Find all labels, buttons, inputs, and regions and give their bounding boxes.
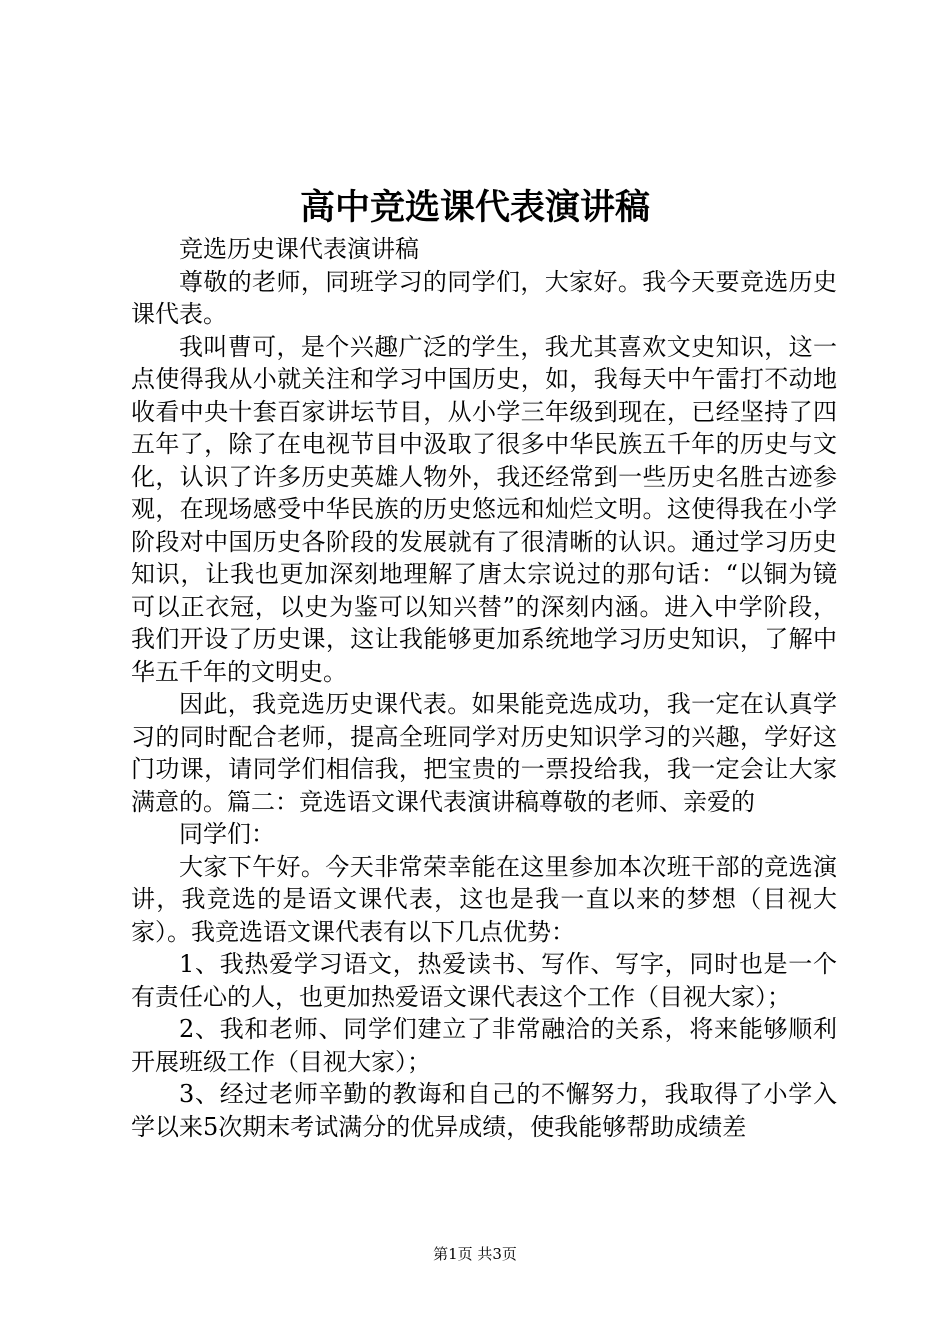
paragraph: 尊敬的老师，同班学习的同学们，大家好。我今天要竞选历史课代表。 [131, 267, 837, 328]
paragraph: 因此，我竞选历史课代表。如果能竞选成功，我一定在认真学习的同时配合老师，提高全班同学对历史知识学习的兴趣，学好这门功课，请同学们相信我，把宝贵的一票投给我，我一定会让大家满意的。篇二：竞选语文课代表演讲稿尊敬的老师、亲爱的 [131, 690, 837, 816]
document-body [131, 233, 837, 1143]
paragraph: 3、经过老师辛勤的教诲和自己的不懈努力，我取得了小学入学以来5次期末考试满分的优异成绩，使我能够帮助成绩差 [131, 1080, 837, 1141]
page-footer: 第1页 共3页 [433, 1245, 517, 1263]
paragraph: 2、我和老师、同学们建立了非常融洽的关系，将来能够顺利开展班级工作（目视大家）； [131, 1015, 837, 1076]
paragraph: 同学们： [179, 820, 275, 848]
paragraph: 竞选历史课代表演讲稿 [179, 235, 419, 263]
document-title: 高中竞选课代表演讲稿 [299, 187, 650, 228]
paragraph: 大家下午好。今天非常荣幸能在这里参加本次班干部的竞选演讲，我竞选的是语文课代表，这也是我一直以来的梦想（目视大家）。我竞选语文课代表有以下几点优势： [131, 852, 837, 946]
paragraph: 我叫曹可，是个兴趣广泛的学生，我尤其喜欢文史知识，这一点使得我从小就关注和学习中国历史，如，我每天中午雷打不动地收看中央十套百家讲坛节目，从小学三年级到现在，已经坚持了四五年了，除了在电视节目中汲取了很多中华民族五千年的历史与文化，认识了许多历史英雄人物外，我还经常到一些历史名胜古迹参观，在现场感受中华民族的历史悠远和灿烂文明。这使得我在小学阶段对中国历史各阶段的发展就有了很清晰的认识。通过学习历史知识，让我也更加深刻地理解了唐太宗说过的那句话：“以铜为镜可以正衣冠，以史为鉴可以知兴替”的深刻内涵。进入中学阶段，我们开设了历史课，这让我能够更加系统地学习历史知识，了解中华五千年的文明史。 [131, 332, 837, 686]
paragraph: 1、我热爱学习语文，热爱读书、写作、写字，同时也是一个有责任心的人，也更加热爱语文课代表这个工作（目视大家）； [131, 950, 837, 1011]
